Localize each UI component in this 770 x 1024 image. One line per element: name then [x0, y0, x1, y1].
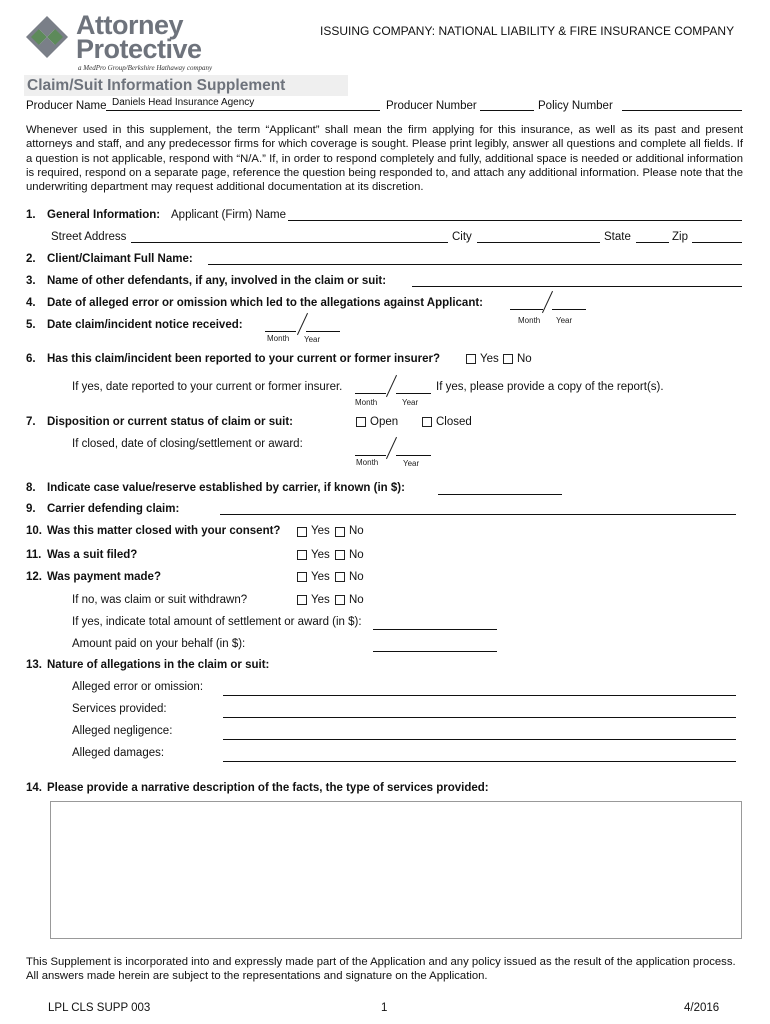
q12-label: Was payment made? — [47, 571, 161, 583]
q7-month-label: Month — [356, 458, 379, 467]
claimant-name-field[interactable] — [208, 264, 742, 265]
producer-name-value: Daniels Head Insurance Agency — [112, 97, 255, 108]
q11-yes-label: Yes — [311, 549, 330, 561]
policy-number-field[interactable] — [622, 110, 742, 111]
q11-yes-checkbox[interactable] — [297, 550, 307, 560]
q10-no-checkbox[interactable] — [335, 527, 345, 537]
logo — [24, 12, 224, 74]
q12-withdrawn-yes-checkbox[interactable] — [297, 595, 307, 605]
q1-number: 1. — [26, 209, 36, 221]
q4-label: Date of alleged error or omission which led to the allegations against Applicant: — [47, 297, 484, 309]
q6-sub-label: If yes, date reported to your current or former insurer. — [72, 381, 343, 393]
q4-month-label: Month — [518, 316, 541, 325]
q13-label: Nature of allegations in the claim or suit: — [47, 659, 270, 671]
q6-label: Has this claim/incident been reported to your current or former insurer? — [47, 353, 440, 365]
q8-number: 8. — [26, 482, 36, 494]
settlement-amount-field[interactable] — [373, 629, 497, 630]
q13-item-label: Alleged negligence: — [72, 725, 173, 737]
q9-label: Carrier defending claim: — [47, 503, 180, 515]
q10-number: 10. — [26, 525, 42, 537]
alleged-error-field[interactable] — [223, 695, 736, 696]
alleged-damages-field[interactable] — [223, 761, 736, 762]
producer-name-field[interactable] — [106, 110, 380, 111]
q14-label: Please provide a narrative description of the facts, the type of services provided: — [47, 782, 489, 794]
q6-month-label: Month — [355, 398, 378, 407]
q10-yes-label: Yes — [311, 525, 330, 537]
q3-number: 3. — [26, 275, 36, 287]
q11-no-label: No — [349, 549, 364, 561]
q12-no-checkbox[interactable] — [335, 572, 345, 582]
q10-label: Was this matter closed with your consent? — [47, 525, 281, 537]
q6-year-field[interactable] — [396, 393, 431, 394]
q6-no-checkbox[interactable] — [503, 354, 513, 364]
q6-no-label: No — [517, 353, 532, 365]
q1-label: Applicant (Firm) Name — [171, 209, 287, 221]
footer-form-id: LPL CLS SUPP 003 — [48, 1002, 151, 1014]
issuing-company: ISSUING COMPANY: NATIONAL LIABILITY & FIRE INSURANCE COMPANY — [320, 24, 735, 38]
q12-sub1-label: If no, was claim or suit withdrawn? — [72, 594, 248, 606]
q11-no-checkbox[interactable] — [335, 550, 345, 560]
q5-year-label: Year — [304, 335, 321, 344]
q1-label-bold: General Information: — [47, 209, 161, 221]
footer-page-number: 1 — [381, 1002, 388, 1014]
zip-field[interactable] — [692, 242, 742, 243]
q7-year-label: Year — [403, 459, 420, 468]
q13-item-label: Services provided: — [72, 703, 167, 715]
q10-yes-checkbox[interactable] — [297, 527, 307, 537]
q7-open-label: Open — [370, 416, 399, 428]
q4-month-field[interactable] — [510, 309, 543, 310]
q12-withdrawn-yes-label: Yes — [311, 594, 330, 606]
q13-number: 13. — [26, 659, 42, 671]
narrative-textarea[interactable] — [50, 801, 742, 939]
producer-number-label: Producer Number — [386, 100, 477, 112]
q2-number: 2. — [26, 253, 36, 265]
city-field[interactable] — [477, 242, 600, 243]
closing-paragraph: This Supplement is incorporated into and expressly made part of the Application and any policy issued as the result of the application process. All answers made herein are subject to the representations and signature on the Application. — [26, 956, 736, 983]
q12-yes-label: Yes — [311, 571, 330, 583]
q4-year-field[interactable] — [552, 309, 586, 310]
logo-diamond-icon — [24, 14, 70, 60]
carrier-field[interactable] — [220, 514, 736, 515]
q12-sub2-label: If yes, indicate total amount of settlement or award (in $): — [72, 616, 362, 628]
logo-tagline: a MedPro Group/Berkshire Hathaway company — [78, 64, 213, 72]
policy-number-label: Policy Number — [538, 100, 613, 112]
state-label: State — [604, 231, 631, 243]
q6-sub2-label: If yes, please provide a copy of the report(s). — [436, 381, 664, 393]
q12-withdrawn-no-label: No — [349, 594, 364, 606]
q12-number: 12. — [26, 571, 42, 583]
q6-yes-label: Yes — [480, 353, 499, 365]
q6-month-field[interactable] — [355, 393, 386, 394]
q7-open-checkbox[interactable] — [356, 417, 366, 427]
q11-label: Was a suit filed? — [47, 549, 138, 561]
alleged-negligence-field[interactable] — [223, 739, 736, 740]
q12-withdrawn-no-checkbox[interactable] — [335, 595, 345, 605]
q11-number: 11. — [26, 549, 42, 561]
q5-month-label: Month — [267, 334, 290, 343]
q7-closed-label: Closed — [436, 416, 472, 428]
q8-label: Indicate case value/reserve established by carrier, if known (in $): — [47, 482, 405, 494]
q5-label: Date claim/incident notice received: — [47, 319, 243, 331]
q5-year-field[interactable] — [306, 331, 340, 332]
q12-yes-checkbox[interactable] — [297, 572, 307, 582]
producer-name-label: Producer Name — [26, 100, 107, 112]
q6-number: 6. — [26, 353, 36, 365]
q12-sub3-label: Amount paid on your behalf (in $): — [72, 638, 246, 650]
intro-paragraph: Whenever used in this supplement, the term “Applicant” shall mean the firm applying for this insurance, as well as its past and present attorneys and staff, and any predecessor firms for which coverage is sought. Please print legibly, answer all questions and complete all fields. If a question is not applicable, respond with “N/A.” If, in order to respond completely and fully, additional space is needed or additional information is required, respond on a separate page, reference the question being responded to, and attach any additional information. Please note that the underwriting department may request additional documentation at its discretion. — [26, 124, 743, 194]
producer-number-field[interactable] — [480, 110, 534, 111]
q6-year-label: Year — [402, 398, 419, 407]
page-title: Claim/Suit Information Supplement — [27, 77, 286, 94]
footer-date: 4/2016 — [684, 1002, 720, 1014]
case-value-field[interactable] — [438, 494, 562, 495]
q7-closed-checkbox[interactable] — [422, 417, 432, 427]
logo-line1: Attorney — [76, 10, 184, 40]
q4-year-label: Year — [556, 316, 573, 325]
applicant-name-field[interactable] — [288, 220, 742, 221]
state-field[interactable] — [636, 242, 669, 243]
q13-item-label: Alleged damages: — [72, 747, 165, 759]
q12-no-label: No — [349, 571, 364, 583]
q4-number: 4. — [26, 297, 36, 309]
city-label: City — [452, 231, 472, 243]
q7-number: 7. — [26, 416, 36, 428]
q7-year-field[interactable] — [396, 455, 431, 456]
q3-label: Name of other defendants, if any, involved in the claim or suit: — [47, 275, 387, 287]
q7-sub-label: If closed, date of closing/settlement or award: — [72, 438, 303, 450]
q7-label: Disposition or current status of claim or suit: — [47, 416, 294, 428]
street-field[interactable] — [131, 242, 448, 243]
zip-label: Zip — [672, 231, 688, 243]
q14-number: 14. — [26, 782, 42, 794]
other-defendants-field[interactable] — [412, 286, 742, 287]
q7-month-field[interactable] — [355, 455, 386, 456]
q6-yes-checkbox[interactable] — [466, 354, 476, 364]
q13-item-label: Alleged error or omission: — [72, 681, 204, 693]
q2-label: Client/Claimant Full Name: — [47, 253, 193, 265]
services-provided-field[interactable] — [223, 717, 736, 718]
q9-number: 9. — [26, 503, 36, 515]
logo-line2: Protective — [76, 34, 202, 64]
q10-no-label: No — [349, 525, 364, 537]
q5-number: 5. — [26, 319, 36, 331]
street-label: Street Address — [51, 231, 127, 243]
amount-paid-field[interactable] — [373, 651, 497, 652]
q5-month-field[interactable] — [265, 331, 296, 332]
